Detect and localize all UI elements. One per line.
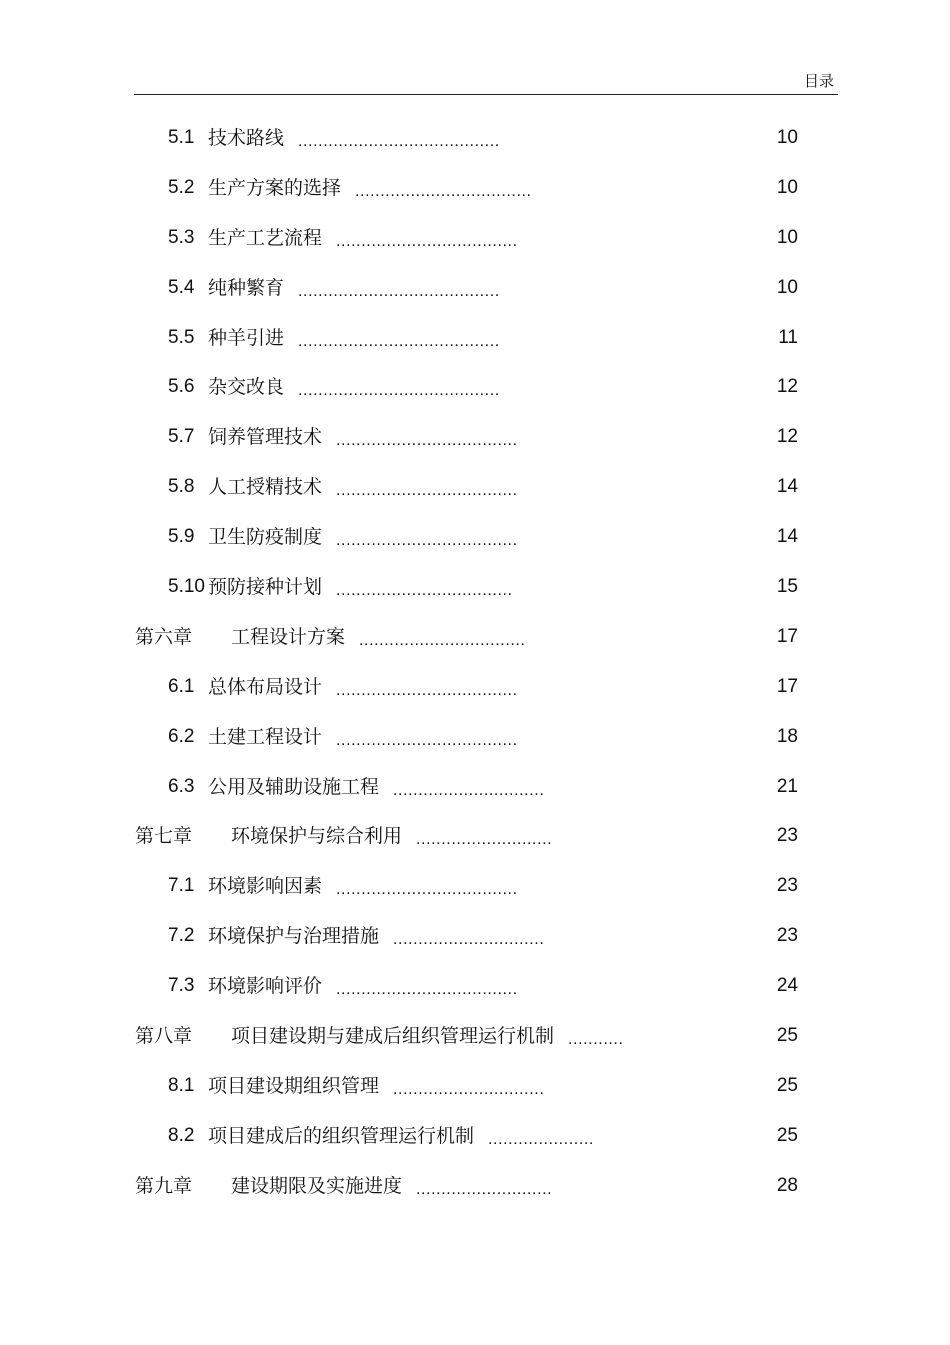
toc-entry-number: 6.2 xyxy=(168,725,195,747)
toc-entry-title: 项目建设期组织管理 xyxy=(208,1074,380,1097)
toc-entry-page: 23 xyxy=(776,825,798,847)
toc-entry-page: 14 xyxy=(776,526,798,548)
toc-entry-page: 10 xyxy=(776,176,798,198)
toc-entry-page: 11 xyxy=(778,326,798,348)
toc-entry-page: 18 xyxy=(776,725,798,747)
toc-section-entry[interactable] xyxy=(0,417,950,467)
toc-entry-leader-dots: .................................... xyxy=(336,532,518,550)
toc-entry-leader-dots: ................................... xyxy=(336,582,513,600)
toc-entry-page: 21 xyxy=(776,775,798,797)
toc-entry-leader-dots: ........................................ xyxy=(298,382,500,400)
toc-entry-number: 7.3 xyxy=(168,975,195,997)
toc-entry-number: 8.1 xyxy=(168,1074,195,1096)
toc-entry-number: 第七章 xyxy=(135,825,193,848)
toc-entry-page: 25 xyxy=(776,1124,798,1146)
toc-section-entry[interactable] xyxy=(0,916,950,966)
toc-section-entry[interactable] xyxy=(0,367,950,417)
toc-entry-number: 8.2 xyxy=(168,1124,195,1146)
toc-entry-leader-dots: ........................................ xyxy=(298,133,500,150)
toc-entry-leader-dots: ..................... xyxy=(488,1130,594,1148)
toc-entry-title: 纯种繁育 xyxy=(208,276,285,299)
toc-entry-leader-dots: ................................. xyxy=(359,631,526,649)
toc-section-entry[interactable] xyxy=(0,168,950,218)
toc-entry-number: 5.4 xyxy=(168,276,195,298)
toc-chapter-entry[interactable] xyxy=(0,1016,950,1066)
toc-entry-title: 卫生防疫制度 xyxy=(208,526,323,549)
toc-entry-leader-dots: .............................. xyxy=(393,931,545,949)
toc-entry-number: 5.9 xyxy=(168,526,195,548)
toc-section-entry[interactable] xyxy=(0,966,950,1016)
toc-entry-leader-dots: .................................... xyxy=(336,881,518,899)
toc-section-entry[interactable] xyxy=(0,767,950,817)
toc-entry-number: 5.5 xyxy=(168,326,195,348)
toc-section-entry[interactable] xyxy=(0,866,950,916)
toc-entry-page: 25 xyxy=(776,1074,798,1096)
toc-entry-leader-dots: .................................... xyxy=(336,232,518,250)
toc-entry-page: 10 xyxy=(776,276,798,298)
toc-entry-number: 6.1 xyxy=(168,675,195,697)
toc-entry-leader-dots: .................................... xyxy=(336,482,518,500)
toc-chapter-entry[interactable] xyxy=(0,816,950,866)
toc-section-entry[interactable] xyxy=(0,517,950,567)
toc-entry-leader-dots: .................................... xyxy=(336,681,518,699)
toc-section-entry[interactable] xyxy=(0,1116,950,1166)
toc-entry-leader-dots: ........................................ xyxy=(298,332,500,350)
toc-section-entry[interactable] xyxy=(0,717,950,767)
toc-entry-page: 24 xyxy=(776,975,798,997)
toc-section-entry[interactable] xyxy=(0,567,950,617)
toc-section-entry[interactable] xyxy=(0,218,950,268)
toc-entry-title: 生产工艺流程 xyxy=(208,226,323,249)
toc-entry-leader-dots: .................................... xyxy=(336,432,518,450)
toc-entry-title: 总体布局设计 xyxy=(208,675,323,698)
toc-entry-leader-dots: .................................... xyxy=(336,731,518,749)
toc-entry-title: 预防接种计划 xyxy=(208,576,323,599)
toc-section-entry[interactable] xyxy=(0,118,950,168)
toc-entry-title: 项目建设期与建成后组织管理运行机制 xyxy=(231,1025,555,1048)
toc-entry-leader-dots: ........................... xyxy=(416,831,553,849)
toc-entry-number: 5.8 xyxy=(168,476,195,498)
toc-entry-title: 公用及辅助设施工程 xyxy=(208,775,380,798)
toc-entry-title: 种羊引进 xyxy=(208,326,285,349)
toc-entry-title: 人工授精技术 xyxy=(208,476,323,499)
toc-entry-title: 环境影响评价 xyxy=(208,975,323,998)
toc-entry-leader-dots: ................................... xyxy=(355,182,532,200)
toc-entry-number: 5.2 xyxy=(168,176,195,198)
toc-entry-leader-dots: ........................................ xyxy=(298,282,500,300)
toc-entry-number: 5.7 xyxy=(168,426,195,448)
toc-entry-number: 7.2 xyxy=(168,925,195,947)
toc-entry-leader-dots: .................................... xyxy=(336,981,518,999)
toc-chapter-entry[interactable] xyxy=(0,1166,950,1216)
toc-entry-number: 5.6 xyxy=(168,376,195,398)
toc-entry-number: 5.10 xyxy=(168,576,205,598)
toc-entry-number: 5.1 xyxy=(168,127,195,148)
toc-entry-title: 环境影响因素 xyxy=(208,875,323,898)
toc-entry-page: 10 xyxy=(776,226,798,248)
table-of-contents xyxy=(0,118,950,1216)
toc-entry-page: 23 xyxy=(776,875,798,897)
toc-section-entry[interactable] xyxy=(0,268,950,318)
toc-entry-page: 10 xyxy=(776,127,798,148)
toc-entry-number: 第九章 xyxy=(135,1174,193,1197)
toc-entry-leader-dots: .............................. xyxy=(393,781,545,799)
toc-section-entry[interactable] xyxy=(0,467,950,517)
toc-entry-title: 环境保护与综合利用 xyxy=(231,825,403,848)
toc-entry-page: 17 xyxy=(776,675,798,697)
toc-entry-page: 25 xyxy=(776,1025,798,1047)
toc-section-entry[interactable] xyxy=(0,667,950,717)
toc-entry-number: 6.3 xyxy=(168,775,195,797)
toc-entry-page: 23 xyxy=(776,925,798,947)
toc-entry-page: 15 xyxy=(776,576,798,598)
header-label: 目录 xyxy=(803,72,834,90)
toc-entry-page: 14 xyxy=(776,476,798,498)
toc-entry-title: 饲养管理技术 xyxy=(208,426,323,449)
toc-entry-number: 7.1 xyxy=(168,875,195,897)
toc-entry-number: 5.3 xyxy=(168,226,195,248)
toc-entry-leader-dots: .............................. xyxy=(393,1080,545,1098)
toc-entry-title: 土建工程设计 xyxy=(208,725,323,748)
toc-entry-title: 工程设计方案 xyxy=(231,625,346,648)
toc-chapter-entry[interactable] xyxy=(0,617,950,667)
toc-entry-title: 项目建成后的组织管理运行机制 xyxy=(208,1124,475,1147)
toc-section-entry[interactable] xyxy=(0,1066,950,1116)
toc-entry-page: 12 xyxy=(776,426,798,448)
toc-entry-title: 杂交改良 xyxy=(208,376,285,399)
toc-section-entry[interactable] xyxy=(0,318,950,368)
toc-entry-leader-dots: ........................... xyxy=(416,1180,553,1198)
toc-entry-number: 第六章 xyxy=(135,625,193,648)
toc-entry-title: 建设期限及实施进度 xyxy=(231,1174,403,1197)
toc-entry-title: 技术路线 xyxy=(208,127,285,149)
toc-entry-page: 17 xyxy=(776,625,798,647)
toc-entry-title: 环境保护与治理措施 xyxy=(208,925,380,948)
toc-entry-number: 第八章 xyxy=(135,1025,193,1048)
toc-entry-page: 28 xyxy=(776,1174,798,1196)
toc-entry-title: 生产方案的选择 xyxy=(208,176,342,199)
toc-entry-leader-dots: ........... xyxy=(568,1031,624,1049)
toc-entry-page: 12 xyxy=(776,376,798,398)
header-rule xyxy=(134,94,838,95)
